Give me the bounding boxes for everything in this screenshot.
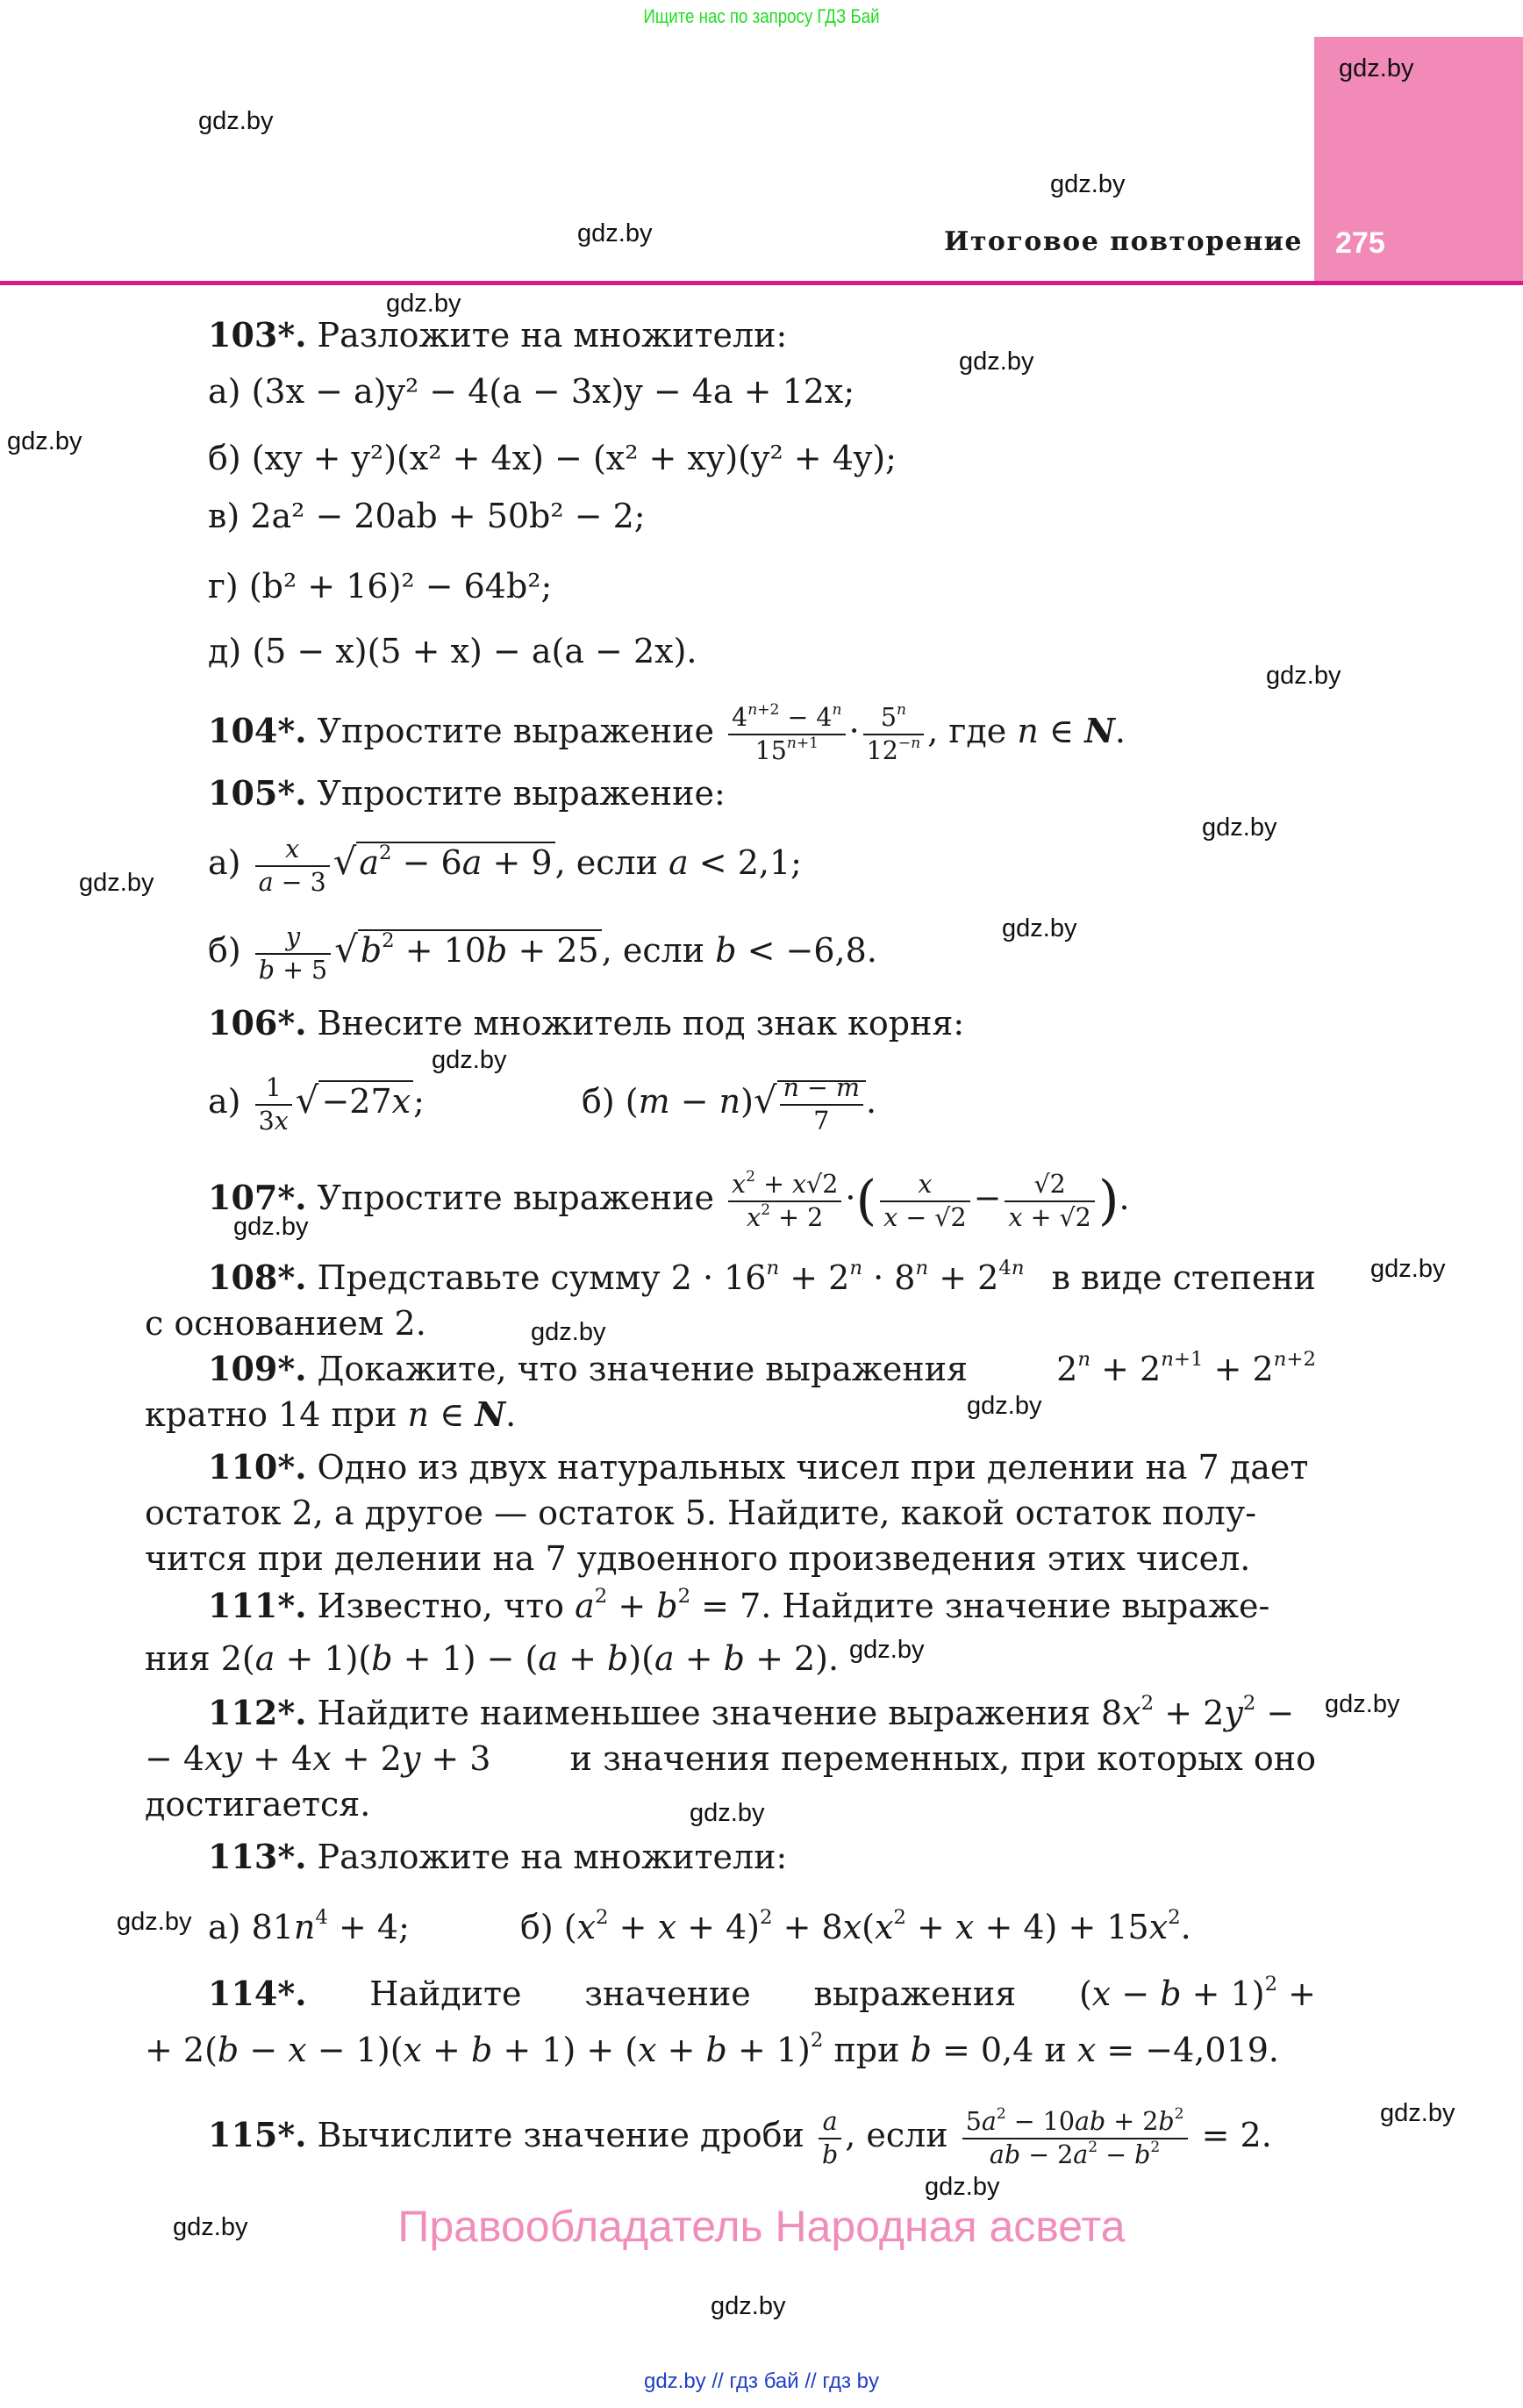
watermark: gdz.by <box>7 427 82 455</box>
watermark: gdz.by <box>967 1392 1042 1420</box>
watermark: gdz.by <box>1050 170 1126 198</box>
problem-112: 112*. Найдите наименьшее значение выражения $8x^2 + 2y^2$ − <box>208 1691 1295 1732</box>
watermark: gdz.by <box>925 2173 1000 2201</box>
watermark: gdz.by <box>117 1908 192 1936</box>
watermark: gdz.by <box>198 107 274 135</box>
problem-110-cont: чится при делении на 7 удвоенного произведения этих чисел. <box>145 1539 1251 1578</box>
watermark: gdz.by <box>849 1636 925 1664</box>
watermark: gdz.by <box>432 1046 507 1074</box>
watermark: gdz.by <box>577 219 653 247</box>
problem-109: 109*. Докажите, что значение выражения $2^n + 2^{n+1} + 2^{n+2}$ <box>208 1347 1316 1388</box>
footer-links[interactable]: gdz.by // гдз бай // гдз by <box>643 2369 880 2393</box>
watermark: gdz.by <box>1380 2099 1455 2127</box>
problem-103-g: г) (b² + 16)² − 64b²; <box>208 567 553 606</box>
problem-103-a: а) (3x − a)y² − 4(a − 3x)y − 4a + 12x; <box>208 372 855 411</box>
problem-106-a: а) $\frac{1}{3x}$ √−27x; <box>208 1073 425 1136</box>
page-number: 275 <box>1335 226 1385 260</box>
watermark: gdz.by <box>531 1318 606 1346</box>
watermark: gdz.by <box>1339 54 1414 82</box>
problem-114: 114*. Найдите значение выражения $(x - b + 1)^2$ + <box>208 1972 1316 2013</box>
problem-115: 115*. Вычислите значение дроби $\frac{a}{b}$ , если $\frac{5a^2 - 10ab + 2b^2}{ab - 2a^2 - b^2}$ = 2. <box>208 2105 1272 2169</box>
watermark: gdz.by <box>386 290 461 318</box>
problem-114-cont: + $2(b - x - 1)(x + b + 1) + (x + b + 1)^2$ при b = 0,4 и x = −4,019. <box>145 2028 1279 2069</box>
problem-113-a: а) $81n^4 + 4$; <box>208 1905 410 1946</box>
problems-body <box>145 0 1316 2408</box>
problem-108: 108*. Представьте сумму $2 \cdot 16^n + 2^n \cdot 8^n + 2^{4n}$ в виде степени <box>208 1256 1316 1297</box>
problem-105-a: а) $\frac{x}{a - 3}$ $√a^2 - 6a + 9$, если a < 2,1; <box>208 835 802 897</box>
fraction: $\frac{4^{n+2} - 4^n}{15^{n+1}}$ <box>728 702 846 766</box>
problem-106: 106*. Внесите множитель под знак корня: <box>208 1003 965 1043</box>
problem-107: 107*. Упростите выражение $\frac{x^2 + x√2}{x^2 + 2}$ ·( $\frac{x}{x - √2}$ − $\frac{√2}{x + √2}$ ). <box>208 1168 1130 1232</box>
top-banner: Ищите нас по запросу ГДЗ Бай <box>643 5 880 27</box>
problem-111: 111*. Известно, что $a^2 + b^2 = 7$. Найдите значение выраже- <box>208 1584 1270 1625</box>
watermark: gdz.by <box>1266 662 1341 690</box>
watermark: gdz.by <box>959 348 1034 376</box>
watermark: gdz.by <box>79 869 154 897</box>
problem-110-cont: остаток 2, а другое — остаток 5. Найдите, какой остаток полу- <box>145 1494 1257 1532</box>
problem-110: 110*. Одно из двух натуральных чисел при делении на 7 дает <box>208 1447 1309 1487</box>
problem-113-b: б) $(x^2 + x + 4)^2 + 8x(x^2 + x + 4) + 15x^2$. <box>520 1905 1191 1946</box>
section-title: Итоговое повторение <box>944 226 1303 257</box>
problem-103: 103*. Разложите на множители: <box>208 315 788 355</box>
copyright-notice: Правообладатель Народная асвета <box>397 2202 1126 2251</box>
problem-103-b: б) (xy + y²)(x² + 4x) − (x² + xy)(y² + 4y); <box>208 439 897 477</box>
problem-106-b: б) (m − n)√ $\frac{n - m}{7}$ . <box>582 1073 877 1136</box>
watermark: gdz.by <box>1370 1255 1446 1283</box>
problem-111-cont: ния 2(a + 1)(b + 1) − (a + b)(a + b + 2). <box>145 1639 840 1678</box>
problem-103-d: д) (5 − x)(5 + x) − a(a − 2x). <box>208 632 697 670</box>
problem-113: 113*. Разложите на множители: <box>208 1837 788 1876</box>
fraction: $\frac{5^n}{12^{-n}}$ <box>863 702 925 766</box>
problem-105-b: б) $\frac{y}{b + 5}$ $√b^2 + 10b + 25$, если b < −6,8. <box>208 922 877 985</box>
watermark: gdz.by <box>711 2292 786 2320</box>
watermark: gdz.by <box>1202 813 1277 842</box>
watermark: gdz.by <box>1325 1690 1400 1718</box>
watermark: gdz.by <box>690 1799 765 1827</box>
problem-109-cont: кратно 14 при n ∈ N. <box>145 1394 517 1434</box>
problem-108-cont: с основанием 2. <box>145 1304 426 1343</box>
problem-104: 104*. Упростите выражение $\frac{4^{n+2} - 4^n}{15^{n+1}}$ · $\frac{5^n}{12^{-n}}$ , где n ∈ N. <box>208 701 1126 765</box>
problem-112-cont: − 4xy + 4x + 2y + 3 и значения переменных, при которых оно <box>145 1739 1316 1778</box>
problem-103-v: в) 2a² − 20ab + 50b² − 2; <box>208 497 646 535</box>
problem-112-cont: достигается. <box>145 1785 371 1824</box>
watermark: gdz.by <box>1002 914 1077 942</box>
watermark: gdz.by <box>173 2213 248 2241</box>
problem-105: 105*. Упростите выражение: <box>208 773 726 813</box>
watermark: gdz.by <box>233 1213 309 1241</box>
